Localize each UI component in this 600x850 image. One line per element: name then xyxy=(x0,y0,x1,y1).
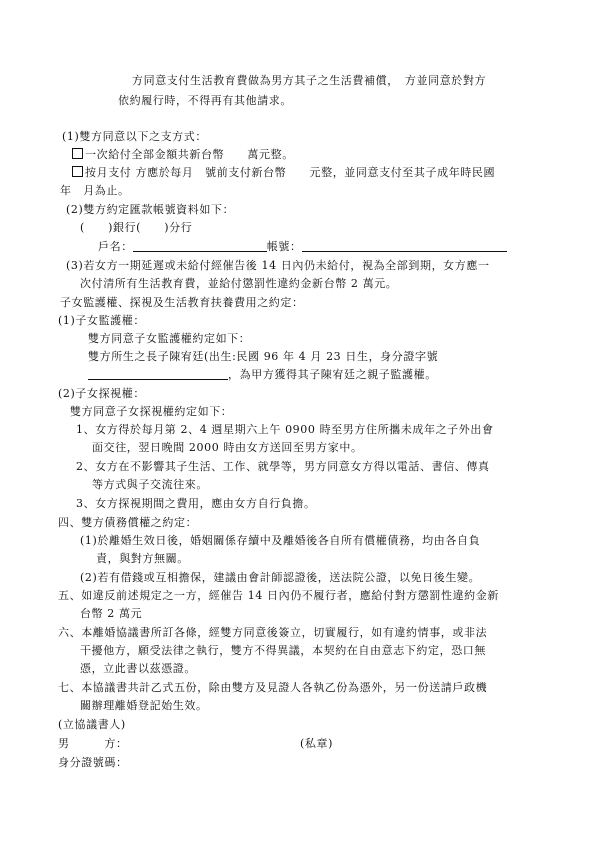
id-number-label: 身分證號碼： xyxy=(58,756,128,769)
clause-5-line-2: 台幣 2 萬元 xyxy=(80,607,143,620)
payment-option-lump-sum xyxy=(72,148,294,162)
id-number-blank xyxy=(88,369,228,380)
intro-line-1: 方同意支付生活教育費做為男方其子之生活費補償， 方並同意於對方 xyxy=(132,74,487,87)
visitation-item-1-line-1: 1、女方得於每月第 2、4 週星期六上午 0900 時至男方住所攜未成年之子外出會 xyxy=(76,423,494,436)
clause-7-line-1: 七、本協議書共計乙式五份，除由雙方及見證人各執乙份為憑外，另一份送請戶政機 xyxy=(58,681,488,694)
visitation-section: (2)子女探視權： xyxy=(58,387,145,400)
visitation-item-2-line-1: 2、女方在不影響其子生活、工作、就學等，男方同意女方得以電話、書信、傳真 xyxy=(76,460,490,473)
account-number-blank xyxy=(302,241,507,252)
account-name-blank xyxy=(133,241,267,252)
clause-5-line-1: 五、如違反前述規定之一方，經催告 14 日內仍不履行者，應給付對方懲罰性違約金新 xyxy=(58,589,499,602)
custody-section-1-detail: 雙方所生之長子陳宥廷(出生:民國 96 年 4 月 23 日生，身分證字號 xyxy=(88,350,439,363)
visitation-intro: 雙方同意子女探視權約定如下： xyxy=(70,405,233,418)
checkbox-monthly[interactable] xyxy=(72,166,83,177)
custody-title: 子女監護權、探視及生活教育扶養費用之約定： xyxy=(60,296,304,309)
male-party-label: 男 方： xyxy=(58,737,128,750)
debt-item-1-line-1: (1)於離婚生效日後，婚姻關係存續中及離婚後各自所有償權債務，均由各自負 xyxy=(80,534,481,547)
custody-section-1: (1)子女監護權： xyxy=(58,314,145,327)
custody-section-1-intro: 雙方同意子女監護權約定如下： xyxy=(88,332,251,345)
account-name-label: 戶名： xyxy=(98,240,133,253)
visitation-item-2-line-2: 等方式與子交流往來。 xyxy=(92,478,208,491)
debt-item-2: (2)若有借錢或互相擔保，建議由會計師認證後，送法院公證，以免日後生變。 xyxy=(80,571,481,584)
account-heading: (2)雙方約定匯款帳號資料如下： xyxy=(66,203,235,216)
custody-section-1-id-line xyxy=(88,368,437,382)
visitation-item-1-line-2: 面交往，翌日晚間 2000 時由女方送回至男方家中。 xyxy=(92,441,363,454)
payment-method-heading: (1)雙方同意以下之支方式： xyxy=(62,130,207,143)
visitation-item-3: 3、女方探視期間之費用，應由女方自行負擔。 xyxy=(76,497,316,510)
account-number-label: 帳號： xyxy=(266,240,302,253)
account-name-line xyxy=(98,240,507,254)
payment-option-monthly-cont: 年 月為止。 xyxy=(60,184,130,197)
bank-line: ( )銀行( )分行 xyxy=(80,221,193,234)
clause-6-line-1: 六、本離婚協議書所訂各條，經雙方同意後簽立，切實履行，如有違約情事，或非法 xyxy=(58,626,488,639)
payment-option-lump-sum-text: 一次給付全部金額共新台幣 萬元整。 xyxy=(85,148,294,161)
intro-line-2: 依約履行時，不得再有其他請求。 xyxy=(118,94,292,107)
clause-6-line-2: 干擾他方，願受法律之執行，雙方不得異議，本契約在自由意志下約定，恐口無 xyxy=(80,644,486,657)
payment-option-monthly-text: 按月支付 方應於每月 號前支付新台幣 元整，並同意支付至其子成年時民國 xyxy=(85,166,496,179)
custody-section-1-result: ，為甲方獲得其子陳宥廷之親子監護權。 xyxy=(228,368,437,381)
late-payment-line-1: (3)若女方一期延遲或未給付經催告後 14 日內仍未給付，視為全部到期，女方應一 xyxy=(66,259,490,272)
private-seal-label: (私章) xyxy=(300,737,333,750)
checkbox-lump-sum[interactable] xyxy=(72,148,83,159)
late-payment-line-2: 次付清所有生活教育費，並給付懲罰性違約金新台幣 2 萬元。 xyxy=(80,277,398,290)
clause-6-line-3: 憑，立此書以茲憑證。 xyxy=(80,662,196,675)
debt-item-1-line-2: 責，與對方無關。 xyxy=(96,552,189,565)
payment-option-monthly xyxy=(72,166,495,180)
clause-7-line-2: 關辦理離婚登記始生效。 xyxy=(80,699,208,712)
signatories-heading: (立協議書人) xyxy=(58,718,126,731)
debt-title: 四、雙方債務償權之約定： xyxy=(58,516,198,529)
